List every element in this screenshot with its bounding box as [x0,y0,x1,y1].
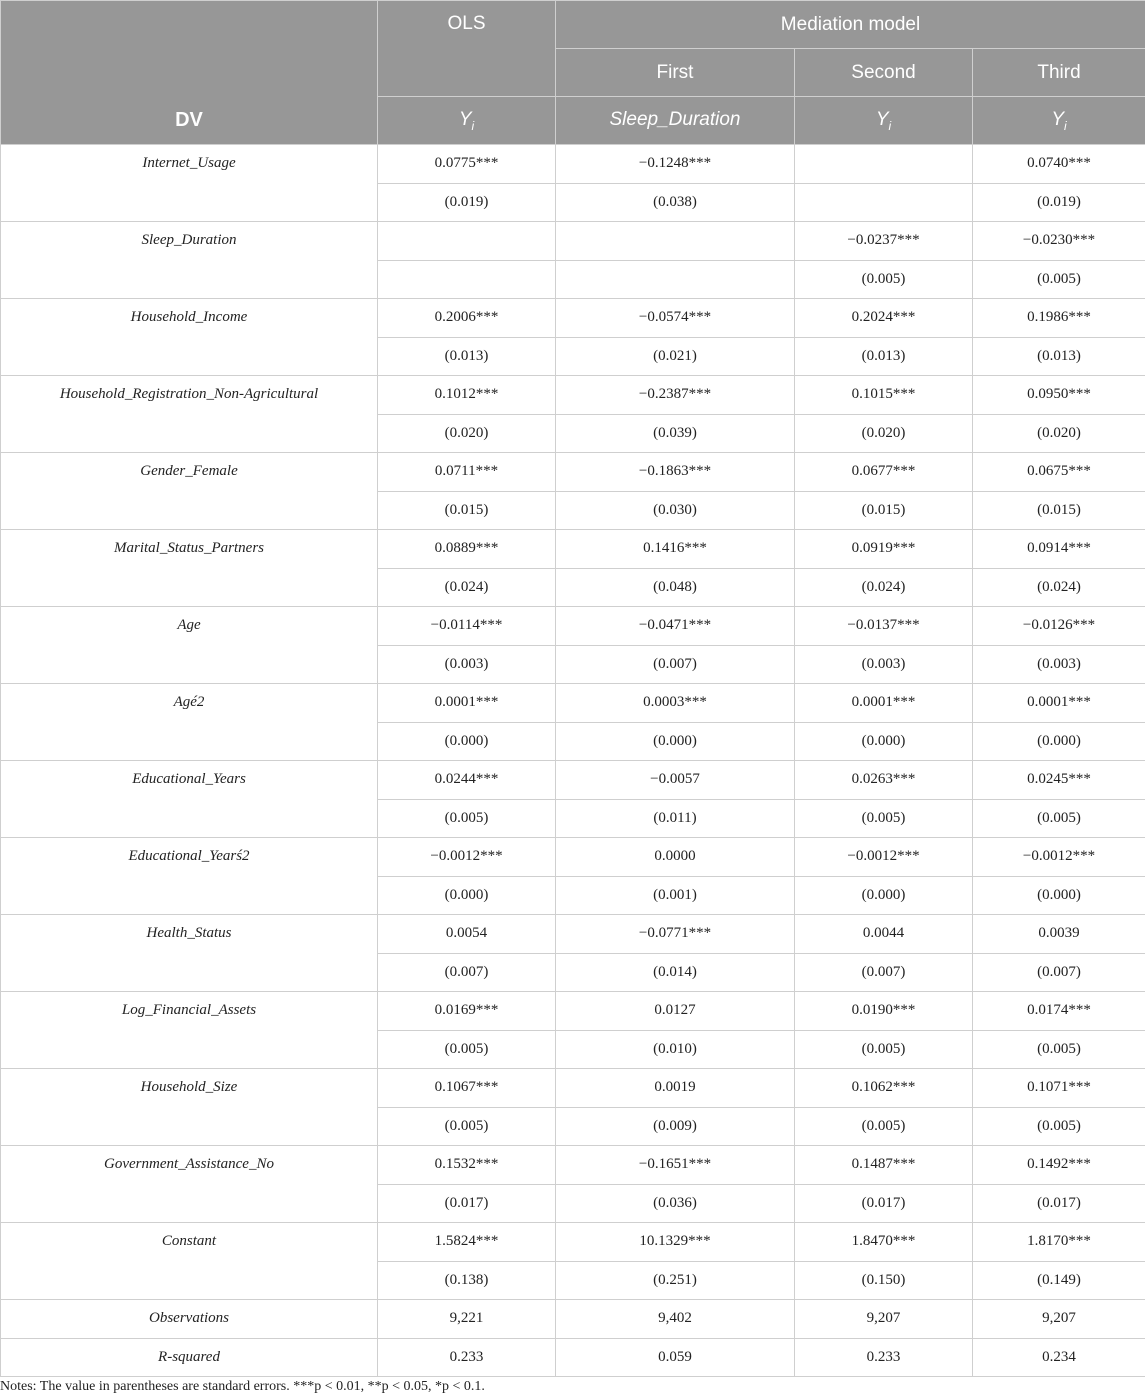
stat-row [1,1300,1145,1339]
se-cell: (0.013) [795,337,973,376]
coef-cell: 0.0174*** [973,992,1145,1031]
variable-name: Educational_Years [1,761,378,838]
dep-var-second: $Y_i$ [795,97,973,145]
coef-cell: −0.1248*** [556,145,795,184]
variable-name: Constant [1,1223,378,1300]
variable-name: Age [1,607,378,684]
stat-cell: 0.234 [973,1338,1145,1377]
se-cell: (0.017) [973,1184,1145,1223]
stat-cell: 9,221 [378,1300,556,1339]
variable-name: Log_Financial_Assets [1,992,378,1069]
stage-header-first: First [556,49,795,97]
stat-cell: 0.233 [795,1338,973,1377]
se-cell: (0.024) [973,568,1145,607]
dep-var-ols: $Y_i$ [378,97,556,145]
coef-cell: −0.0230*** [973,222,1145,261]
stat-cell: 0.059 [556,1338,795,1377]
variable-name: Agé2 [1,684,378,761]
se-cell: (0.005) [973,1107,1145,1146]
coef-cell: −0.0114*** [378,607,556,646]
coef-cell: 0.0003*** [556,684,795,723]
se-cell [378,260,556,299]
se-cell: (0.038) [556,183,795,222]
coef-cell: −0.2387*** [556,376,795,415]
coef-cell: 0.0919*** [795,530,973,569]
se-cell: (0.138) [378,1261,556,1300]
coef-cell: 0.1532*** [378,1146,556,1185]
se-cell: (0.024) [795,568,973,607]
coef-cell: 0.0950*** [973,376,1145,415]
variable-name: Sleep_Duration [1,222,378,299]
se-cell: (0.020) [378,414,556,453]
se-cell: (0.020) [795,414,973,453]
se-cell: (0.000) [378,876,556,915]
se-cell: (0.003) [795,645,973,684]
se-cell: (0.150) [795,1261,973,1300]
coef-cell: 0.0001*** [795,684,973,723]
table-body [1,145,1145,1377]
stat-cell: 9,207 [795,1300,973,1339]
se-cell: (0.005) [973,799,1145,838]
coef-cell: 0.0044 [795,915,973,954]
coef-cell: 0.1986*** [973,299,1145,338]
coef-cell: 10.1329*** [556,1223,795,1262]
coef-cell: 0.0039 [973,915,1145,954]
coef-cell: 0.0263*** [795,761,973,800]
se-cell: (0.000) [795,876,973,915]
coef-row [1,1223,1145,1262]
coef-cell: 0.0001*** [378,684,556,723]
coef-cell: −0.0137*** [795,607,973,646]
coef-cell: 0.0245*** [973,761,1145,800]
variable-name: Gender_Female [1,453,378,530]
coef-cell: 0.1416*** [556,530,795,569]
variable-name: Educational_Yearś2 [1,838,378,915]
se-cell: (0.039) [556,414,795,453]
se-cell: (0.005) [973,260,1145,299]
coef-cell: 1.8170*** [973,1223,1145,1262]
coef-cell: −0.0057 [556,761,795,800]
se-cell: (0.017) [795,1184,973,1223]
coef-cell: 0.2006*** [378,299,556,338]
coef-row [1,453,1145,492]
coef-cell: 0.0740*** [973,145,1145,184]
se-cell: (0.003) [973,645,1145,684]
se-cell: (0.013) [378,337,556,376]
se-cell: (0.005) [378,1030,556,1069]
variable-name: Government_Assistance_No [1,1146,378,1223]
dv-header: DV [1,1,378,145]
stat-cell: 9,402 [556,1300,795,1339]
coef-cell: 0.1067*** [378,1069,556,1108]
se-cell: (0.000) [556,722,795,761]
se-cell: (0.015) [973,491,1145,530]
variable-name: Internet_Usage [1,145,378,222]
stat-cell: 9,207 [973,1300,1145,1339]
coef-cell: 0.0889*** [378,530,556,569]
coef-cell: 0.0019 [556,1069,795,1108]
coef-cell: 0.0675*** [973,453,1145,492]
variable-name: Household_Registration_Non-Agricultural [1,376,378,453]
coef-cell: 1.5824*** [378,1223,556,1262]
coef-cell [795,145,973,184]
ols-header: OLS [378,1,556,97]
se-cell [795,183,973,222]
mediation-header: Mediation model [556,1,1145,49]
se-cell: (0.007) [378,953,556,992]
se-cell: (0.005) [378,1107,556,1146]
coef-cell: 0.0190*** [795,992,973,1031]
coef-cell: −0.0126*** [973,607,1145,646]
coef-cell: −0.1651*** [556,1146,795,1185]
table-header [1,1,1145,145]
coef-cell: −0.1863*** [556,453,795,492]
coef-cell: −0.0471*** [556,607,795,646]
coef-cell: 1.8470*** [795,1223,973,1262]
coef-cell: 0.0127 [556,992,795,1031]
coef-row [1,684,1145,723]
se-cell: (0.003) [378,645,556,684]
se-cell: (0.020) [973,414,1145,453]
variable-name: Marital_Status_Partners [1,530,378,607]
se-cell: (0.007) [795,953,973,992]
se-cell: (0.010) [556,1030,795,1069]
se-cell: (0.015) [795,491,973,530]
coef-cell: −0.0012*** [973,838,1145,877]
coef-cell: 0.0244*** [378,761,556,800]
coef-cell: −0.0237*** [795,222,973,261]
se-cell: (0.015) [378,491,556,530]
coef-cell: 0.0000 [556,838,795,877]
coef-cell: 0.1492*** [973,1146,1145,1185]
se-cell: (0.021) [556,337,795,376]
coef-cell [378,222,556,261]
se-cell: (0.007) [973,953,1145,992]
coef-cell: −0.0771*** [556,915,795,954]
dep-var-first: Sleep_Duration [556,97,795,145]
coef-row [1,761,1145,800]
variable-name: Household_Size [1,1069,378,1146]
coef-cell: 0.0054 [378,915,556,954]
stat-name: R-squared [1,1338,378,1377]
coef-row [1,376,1145,415]
coef-row [1,838,1145,877]
se-cell: (0.019) [973,183,1145,222]
coef-row [1,145,1145,184]
coef-cell: 0.0169*** [378,992,556,1031]
stage-header-third: Third [973,49,1145,97]
coef-row [1,992,1145,1031]
coef-cell: 0.0711*** [378,453,556,492]
coef-cell [556,222,795,261]
coef-cell: 0.1062*** [795,1069,973,1108]
se-cell: (0.036) [556,1184,795,1223]
se-cell: (0.251) [556,1261,795,1300]
se-cell: (0.000) [973,722,1145,761]
variable-name: Household_Income [1,299,378,376]
stat-name: Observations [1,1300,378,1339]
coef-cell: −0.0574*** [556,299,795,338]
se-cell: (0.030) [556,491,795,530]
coef-cell: 0.0775*** [378,145,556,184]
coef-row [1,607,1145,646]
se-cell: (0.149) [973,1261,1145,1300]
se-cell: (0.000) [795,722,973,761]
coef-cell: −0.0012*** [378,838,556,877]
se-cell: (0.014) [556,953,795,992]
coef-cell: 0.1071*** [973,1069,1145,1108]
coef-row [1,1146,1145,1185]
se-cell: (0.001) [556,876,795,915]
table-notes: Notes: The value in parentheses are standard errors. ***p < 0.01, **p < 0.05, *p < 0.1. [0,1379,485,1394]
se-cell: (0.009) [556,1107,795,1146]
se-cell: (0.000) [378,722,556,761]
coef-cell: 0.1012*** [378,376,556,415]
se-cell: (0.024) [378,568,556,607]
dep-var-third: $Y_i$ [973,97,1145,145]
stage-header-second: Second [795,49,973,97]
coef-cell: 0.1487*** [795,1146,973,1185]
se-cell: (0.005) [378,799,556,838]
stat-row [1,1338,1145,1377]
se-cell: (0.011) [556,799,795,838]
coef-row [1,1069,1145,1108]
coef-cell: 0.0914*** [973,530,1145,569]
coef-cell: 0.0001*** [973,684,1145,723]
se-cell: (0.019) [378,183,556,222]
se-cell: (0.005) [795,260,973,299]
coef-cell: 0.2024*** [795,299,973,338]
coef-cell: 0.0677*** [795,453,973,492]
coef-row [1,915,1145,954]
variable-name: Health_Status [1,915,378,992]
se-cell: (0.000) [973,876,1145,915]
coef-row [1,530,1145,569]
se-cell [556,260,795,299]
coef-row [1,222,1145,261]
se-cell: (0.007) [556,645,795,684]
coef-cell: 0.1015*** [795,376,973,415]
coef-row [1,299,1145,338]
se-cell: (0.048) [556,568,795,607]
se-cell: (0.017) [378,1184,556,1223]
se-cell: (0.005) [795,799,973,838]
se-cell: (0.005) [795,1107,973,1146]
coef-cell: −0.0012*** [795,838,973,877]
stat-cell: 0.233 [378,1338,556,1377]
se-cell: (0.013) [973,337,1145,376]
se-cell: (0.005) [973,1030,1145,1069]
se-cell: (0.005) [795,1030,973,1069]
